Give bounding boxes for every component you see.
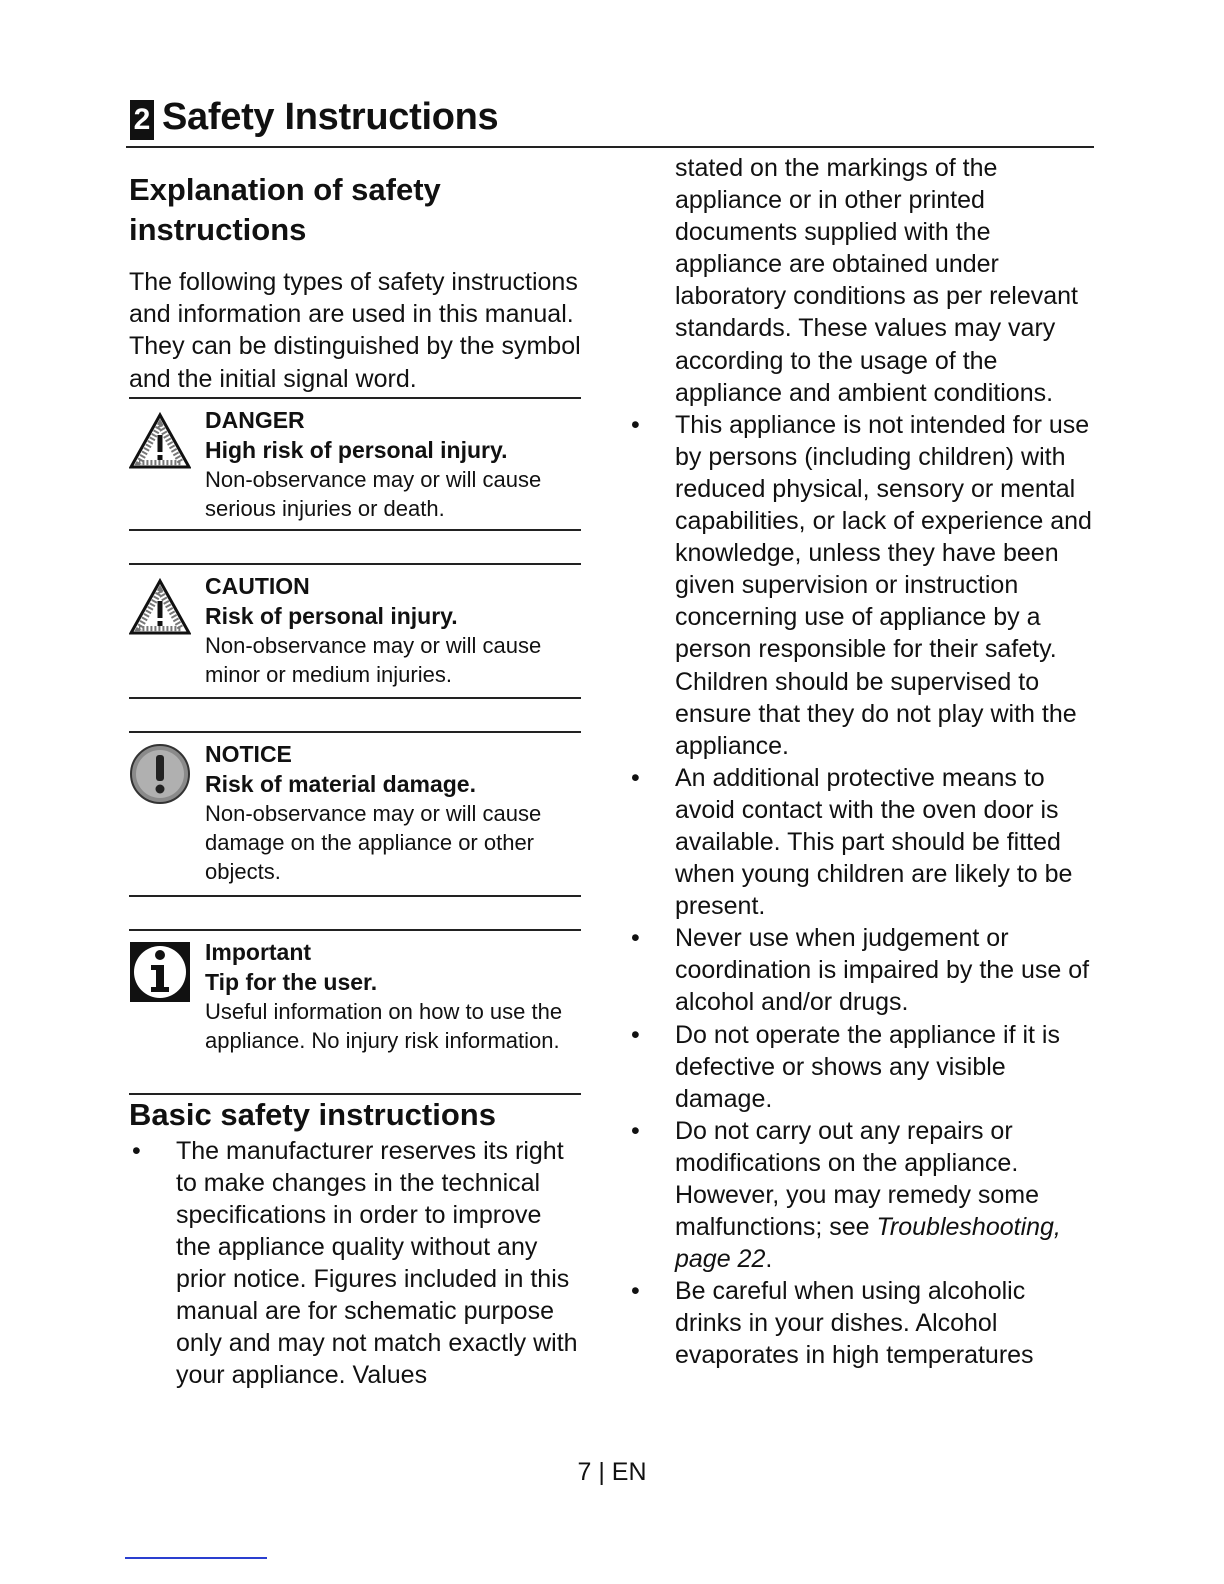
caution-notice bbox=[129, 563, 581, 699]
notice-body: Non-observance may or will cause minor or medium injuries. bbox=[205, 632, 542, 687]
bullet-icon: • bbox=[631, 924, 640, 953]
list-item-text: An additional protective means to avoid contact with the oven door is available. This part should be fitted when young children are likely to be present. bbox=[675, 763, 1073, 921]
explanation-heading: Explanation of safety instructions bbox=[129, 172, 441, 247]
notice-subtitle: Risk of personal injury. bbox=[205, 602, 458, 629]
explanation-intro: The following types of safety instructions and information are used in this manual. They can be distinguished by the symbol and the initial signal word. bbox=[129, 268, 581, 393]
troubleshooting-reference[interactable]: Troubleshooting, page 22 bbox=[675, 1213, 1061, 1274]
info-icon bbox=[129, 941, 191, 1003]
notice-signal-word: Important bbox=[205, 938, 312, 965]
basic-safety-list-continued bbox=[628, 409, 1098, 1372]
notice-body: Useful information on how to use the appliance. No injury risk information. bbox=[205, 998, 563, 1053]
danger-notice bbox=[129, 397, 581, 531]
list-item-text: Never use when judgement or coordination is impaired by the use of alcohol and/or drugs. bbox=[675, 924, 1090, 1017]
list-item-text: Be careful when using alcoholic drinks in your dishes. Alcohol evaporates in high temperatures bbox=[675, 1277, 1034, 1370]
left-column bbox=[129, 170, 581, 1392]
notice-subtitle: Risk of material damage. bbox=[205, 770, 476, 797]
chapter-header bbox=[126, 92, 1094, 148]
list-item bbox=[129, 1135, 581, 1392]
notice-body: Non-observance may or will cause serious injuries or death. bbox=[205, 466, 542, 521]
important-notice bbox=[129, 929, 581, 1095]
warning-triangle-icon bbox=[129, 409, 191, 471]
list-item bbox=[628, 1275, 1098, 1371]
list-item bbox=[628, 922, 1098, 1018]
list-item-period: . bbox=[765, 1245, 773, 1274]
right-column bbox=[628, 152, 1098, 1372]
bullet-icon: • bbox=[631, 410, 640, 439]
notice-subtitle: High risk of personal injury. bbox=[205, 436, 508, 463]
notice-signal-word: CAUTION bbox=[205, 572, 310, 599]
page-number: 7 | EN bbox=[577, 1458, 647, 1486]
bottom-rule bbox=[125, 1557, 267, 1559]
notice-body: Non-observance may or will cause damage on the appliance or other objects. bbox=[205, 800, 542, 884]
list-item-extra-text: Children should be supervised to ensure that they do not play with the appliance. bbox=[675, 667, 1077, 760]
list-item-text: The manufacturer reserves its right to make changes in the technical specifications in order to improve the appliance quality without any prior notice. Figures included in this manual are for schematic purpose only and may not match exactly with your appliance. Values bbox=[176, 1136, 578, 1390]
list-item bbox=[628, 409, 1098, 762]
list-item bbox=[628, 1019, 1098, 1115]
notice-signal-word: NOTICE bbox=[205, 740, 292, 767]
chapter-title: Safety Instructions bbox=[162, 96, 499, 138]
bullet-icon: • bbox=[631, 1277, 640, 1306]
list-item bbox=[628, 1115, 1098, 1275]
bullet-icon: • bbox=[132, 1136, 141, 1165]
warning-triangle-icon bbox=[129, 575, 191, 637]
list-item-text: Do not operate the appliance if it is defective or shows any visible damage. bbox=[675, 1020, 1060, 1113]
basic-safety-heading: Basic safety instructions bbox=[129, 1096, 496, 1132]
chapter-number: 2 bbox=[130, 100, 154, 140]
list-item-text: This appliance is not intended for use by persons (including children) with reduced physical, sensory or mental capabilities, or lack of experience and knowledge, unless they have been given supervision or instruction concerning use of appliance by a person responsible for their safety. bbox=[675, 410, 1092, 664]
basic-safety-list bbox=[129, 1135, 581, 1392]
list-item-text: Do not carry out any repairs or modifications on the appliance. However, you may remedy some malfunctions; see bbox=[675, 1116, 1040, 1242]
bullet-icon: • bbox=[631, 1020, 640, 1049]
bullet-icon: • bbox=[631, 1116, 640, 1145]
bullet-icon: • bbox=[631, 763, 640, 792]
notice-notice bbox=[129, 731, 581, 897]
list-item-continuation: stated on the markings of the appliance or in other printed documents supplied with the appliance are obtained under laboratory conditions as per relevant standards. These values may vary according to the usage of the appliance and ambient conditions. bbox=[675, 154, 1079, 407]
exclamation-circle-icon bbox=[129, 743, 191, 805]
notice-signal-word: DANGER bbox=[205, 406, 305, 433]
list-item bbox=[628, 762, 1098, 922]
notice-subtitle: Tip for the user. bbox=[205, 968, 378, 995]
